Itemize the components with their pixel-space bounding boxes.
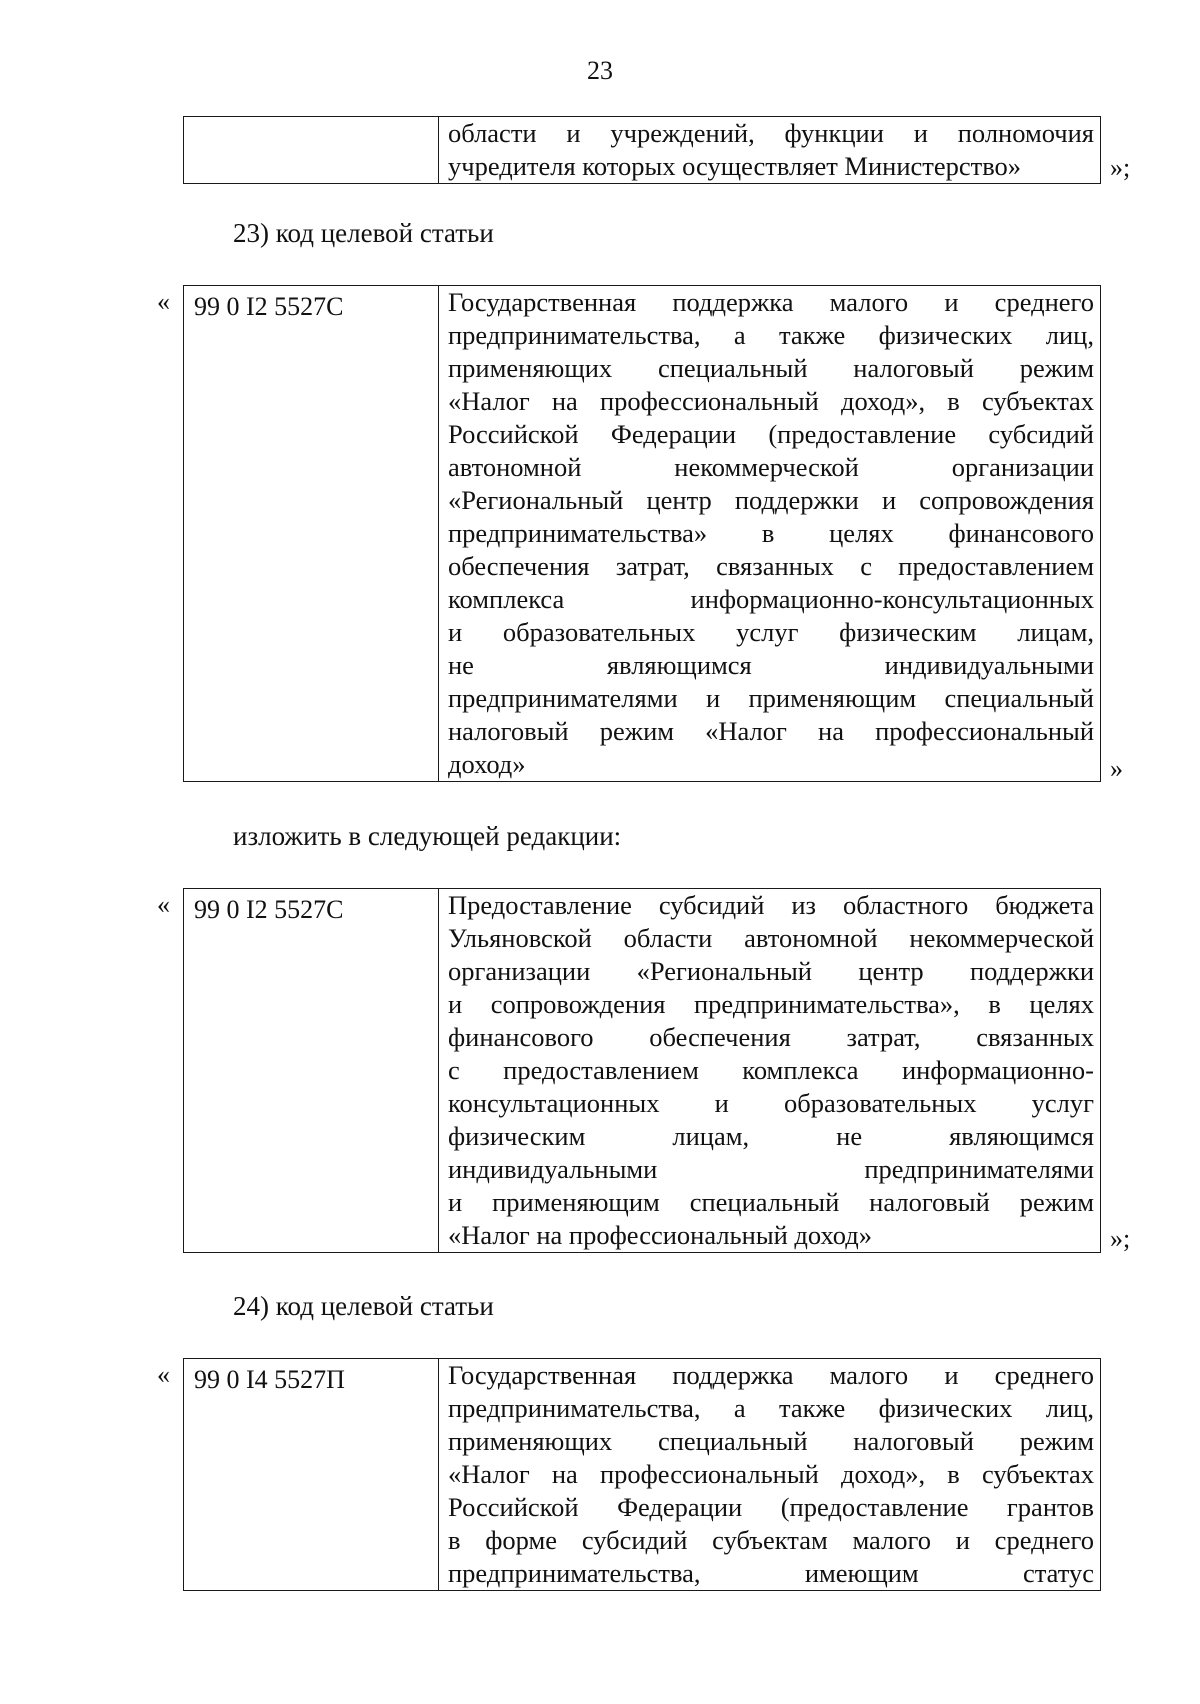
- code-cell: 99 0 I2 5527С: [184, 286, 439, 782]
- open-quote: «: [157, 890, 170, 919]
- description-line: физическим лицам, не являющимся: [448, 1121, 1094, 1151]
- description-line: предпринимательства» в целях финансового: [448, 518, 1094, 548]
- description-line: не являющимся индивидуальными: [448, 650, 1094, 680]
- description-line: с предоставлением комплекса информационно-: [448, 1055, 1094, 1085]
- description-line: «Региональный центр поддержки и сопровождения: [448, 485, 1094, 515]
- description-line: учредителя которых осуществляет Министерство»: [448, 151, 1022, 181]
- description-line: и сопровождения предпринимательства», в целях: [448, 989, 1094, 1019]
- description-cell: [439, 117, 1101, 184]
- description-line: Предоставление субсидий из областного бюджета: [448, 890, 1094, 920]
- description-line: применяющих специальный налоговый режим: [448, 1426, 1094, 1456]
- item-24-table: [183, 1358, 1101, 1591]
- description-line: «Налог на профессиональный доход», в субъектах: [448, 1459, 1094, 1489]
- item-heading: 24) код целевой статьи: [233, 1291, 494, 1321]
- description-line: комплекса информационно-консультационных: [448, 584, 1094, 614]
- code-cell-empty: [184, 117, 439, 184]
- description-line: в форме субсидий субъектам малого и среднего: [448, 1525, 1094, 1555]
- description-line: финансового обеспечения затрат, связанных: [448, 1022, 1094, 1052]
- close-quote: »;: [1110, 153, 1131, 182]
- description-line: организации «Региональный центр поддержки: [448, 956, 1094, 986]
- description-line: Российской Федерации (предоставление субсидий: [448, 419, 1094, 449]
- description-line: консультационных и образовательных услуг: [448, 1088, 1094, 1118]
- description-line: предпринимателями и применяющим специальный: [448, 683, 1094, 713]
- description-line: предпринимательства, а также физических лиц,: [448, 1393, 1094, 1423]
- description-cell: [439, 889, 1101, 1253]
- page-number: 23: [587, 56, 613, 85]
- description-line: и применяющим специальный налоговый режим: [448, 1187, 1094, 1217]
- description-line: обеспечения затрат, связанных с предоставлением: [448, 551, 1094, 581]
- description-line: Государственная поддержка малого и среднего: [448, 287, 1094, 317]
- description-line: применяющих специальный налоговый режим: [448, 353, 1094, 383]
- description-cell: [439, 286, 1101, 782]
- description-line: Государственная поддержка малого и среднего: [448, 1360, 1094, 1390]
- description-line: предпринимательства, а также физических лиц,: [448, 320, 1094, 350]
- description-line: Российской Федерации (предоставление грантов: [448, 1492, 1094, 1522]
- description-line: налоговый режим «Налог на профессиональный: [448, 716, 1094, 746]
- description-cell: [439, 1359, 1101, 1591]
- item-23-new-table: [183, 888, 1101, 1253]
- open-quote: «: [157, 1360, 170, 1389]
- code-cell: 99 0 I4 5527П: [184, 1359, 439, 1591]
- item-23-table: [183, 285, 1101, 782]
- description-line: «Налог на профессиональный доход», в субъектах: [448, 386, 1094, 416]
- close-quote: »;: [1110, 1224, 1131, 1253]
- description-line: предпринимательства, имеющим статус: [448, 1558, 1094, 1588]
- item-heading: 23) код целевой статьи: [233, 218, 494, 248]
- description-line: Ульяновской области автономной некоммерческой: [448, 923, 1094, 953]
- description-line: автономной некоммерческой организации: [448, 452, 1094, 482]
- description-line: доход»: [448, 749, 526, 779]
- description-line: «Налог на профессиональный доход»: [448, 1220, 872, 1250]
- description-line: и образовательных услуг физическим лицам,: [448, 617, 1094, 647]
- code-cell: 99 0 I2 5527С: [184, 889, 439, 1253]
- open-quote: «: [157, 287, 170, 316]
- description-line: индивидуальными предпринимателями: [448, 1154, 1094, 1184]
- close-quote: »: [1110, 754, 1123, 783]
- description-line: области и учреждений, функции и полномочия: [448, 118, 1094, 148]
- instruction-text: изложить в следующей редакции:: [233, 821, 622, 851]
- top-fragment-table: [183, 116, 1101, 184]
